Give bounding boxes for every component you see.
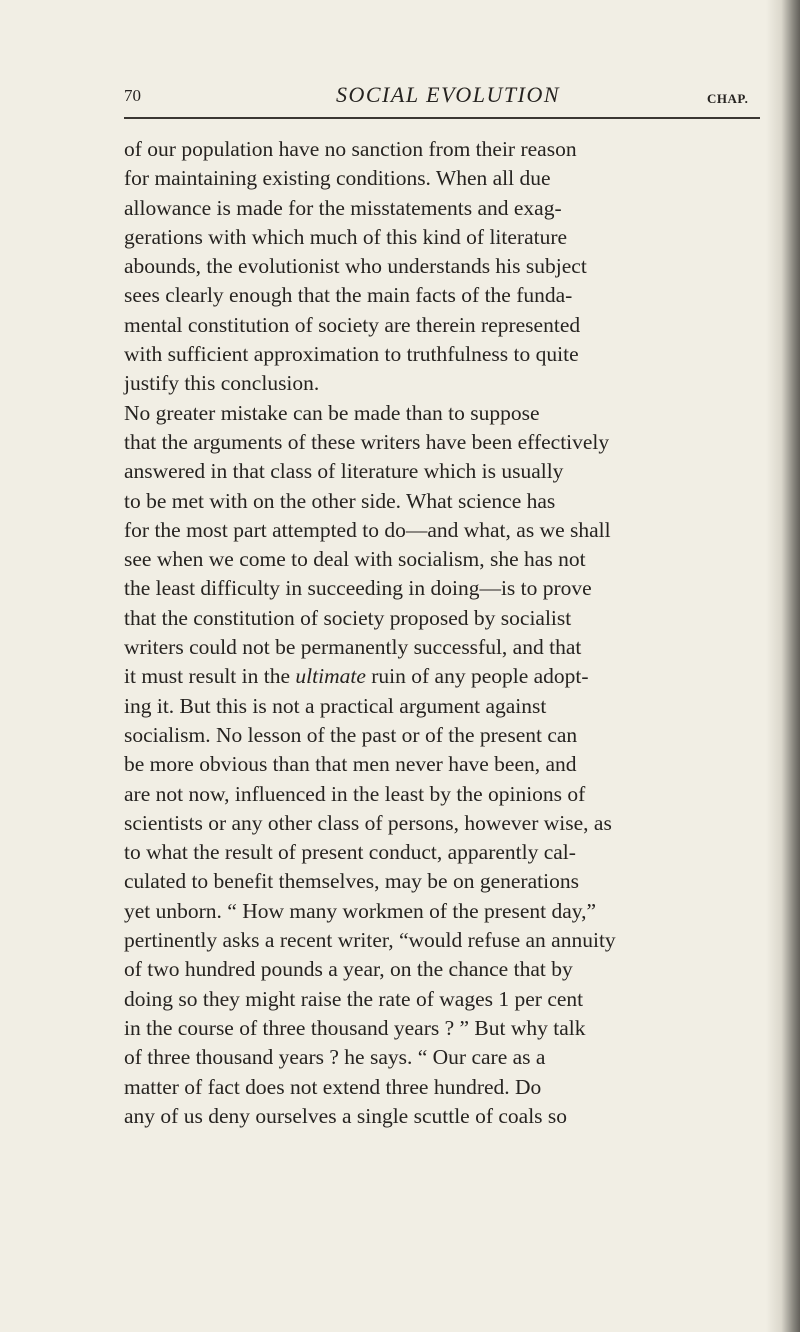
- chapter-abbreviation: CHAP.: [707, 91, 749, 106]
- text-line: answered in that class of literature which is usually: [124, 459, 564, 484]
- running-header: [124, 82, 764, 116]
- text-line: that the constitution of society proposed by socialist: [124, 605, 572, 630]
- body-text: [124, 135, 774, 1131]
- text-line: ing it. But this is not a practical argument against: [124, 693, 547, 718]
- text-line: gerations with which much of this kind of literature: [124, 224, 568, 249]
- text-line: for maintaining existing conditions. When all due: [124, 166, 551, 191]
- text-line: in the course of three thousand years ? ” But why talk: [124, 1015, 586, 1040]
- text-segment: ruin of any people adopt-: [365, 664, 589, 689]
- text-line-with-italic: [124, 662, 774, 691]
- text-line: of three thousand years ? he says. “ Our care as a: [124, 1045, 546, 1070]
- page-number: 70: [124, 86, 141, 105]
- text-line: abounds, the evolutionist who understands his subject: [124, 254, 587, 279]
- text-line: of two hundred pounds a year, on the chance that by: [124, 957, 573, 982]
- text-line: that the arguments of these writers have been effectively: [124, 429, 610, 454]
- paragraph-start-line: No greater mistake can be made than to suppose: [124, 400, 540, 425]
- text-line: any of us deny ourselves a single scuttle of coals so: [124, 1103, 568, 1128]
- running-title: SOCIAL EVOLUTION: [336, 82, 561, 107]
- text-line: of our population have no sanction from their reason: [124, 137, 577, 161]
- text-line: for the most part attempted to do—and what, as we shall: [124, 517, 611, 542]
- text-segment: it must result in the: [124, 664, 296, 689]
- header-rule: [124, 117, 760, 119]
- text-line: be more obvious than that men never have been, and: [124, 752, 577, 777]
- text-line: allowance is made for the misstatements and exag-: [124, 195, 562, 220]
- text-line: writers could not be permanently successful, and that: [124, 635, 582, 660]
- text-line: sees clearly enough that the main facts of the funda-: [124, 283, 573, 308]
- text-line: to be met with on the other side. What science has: [124, 488, 556, 513]
- text-line: with sufficient approximation to truthfulness to quite: [124, 342, 579, 367]
- text-line: pertinently asks a recent writer, “would refuse an annuity: [124, 928, 616, 953]
- text-line: culated to benefit themselves, may be on generations: [124, 869, 579, 894]
- text-line: justify this conclusion.: [124, 371, 320, 396]
- text-line: matter of fact does not extend three hundred. Do: [124, 1074, 542, 1099]
- text-line: the least difficulty in succeeding in doing—is to prove: [124, 576, 592, 601]
- text-line: mental constitution of society are therein represented: [124, 312, 581, 337]
- text-line: scientists or any other class of persons, however wise, as: [124, 810, 612, 835]
- text-line: doing so they might raise the rate of wages 1 per cent: [124, 986, 584, 1011]
- text-line: socialism. No lesson of the past or of the present can: [124, 722, 578, 747]
- text-line: are not now, influenced in the least by the opinions of: [124, 781, 586, 806]
- text-line: to what the result of present conduct, apparently cal-: [124, 840, 576, 865]
- text-line: see when we come to deal with socialism, she has not: [124, 547, 586, 572]
- italic-word: ultimate: [295, 664, 366, 689]
- text-line: yet unborn. “ How many workmen of the present day,”: [124, 898, 597, 923]
